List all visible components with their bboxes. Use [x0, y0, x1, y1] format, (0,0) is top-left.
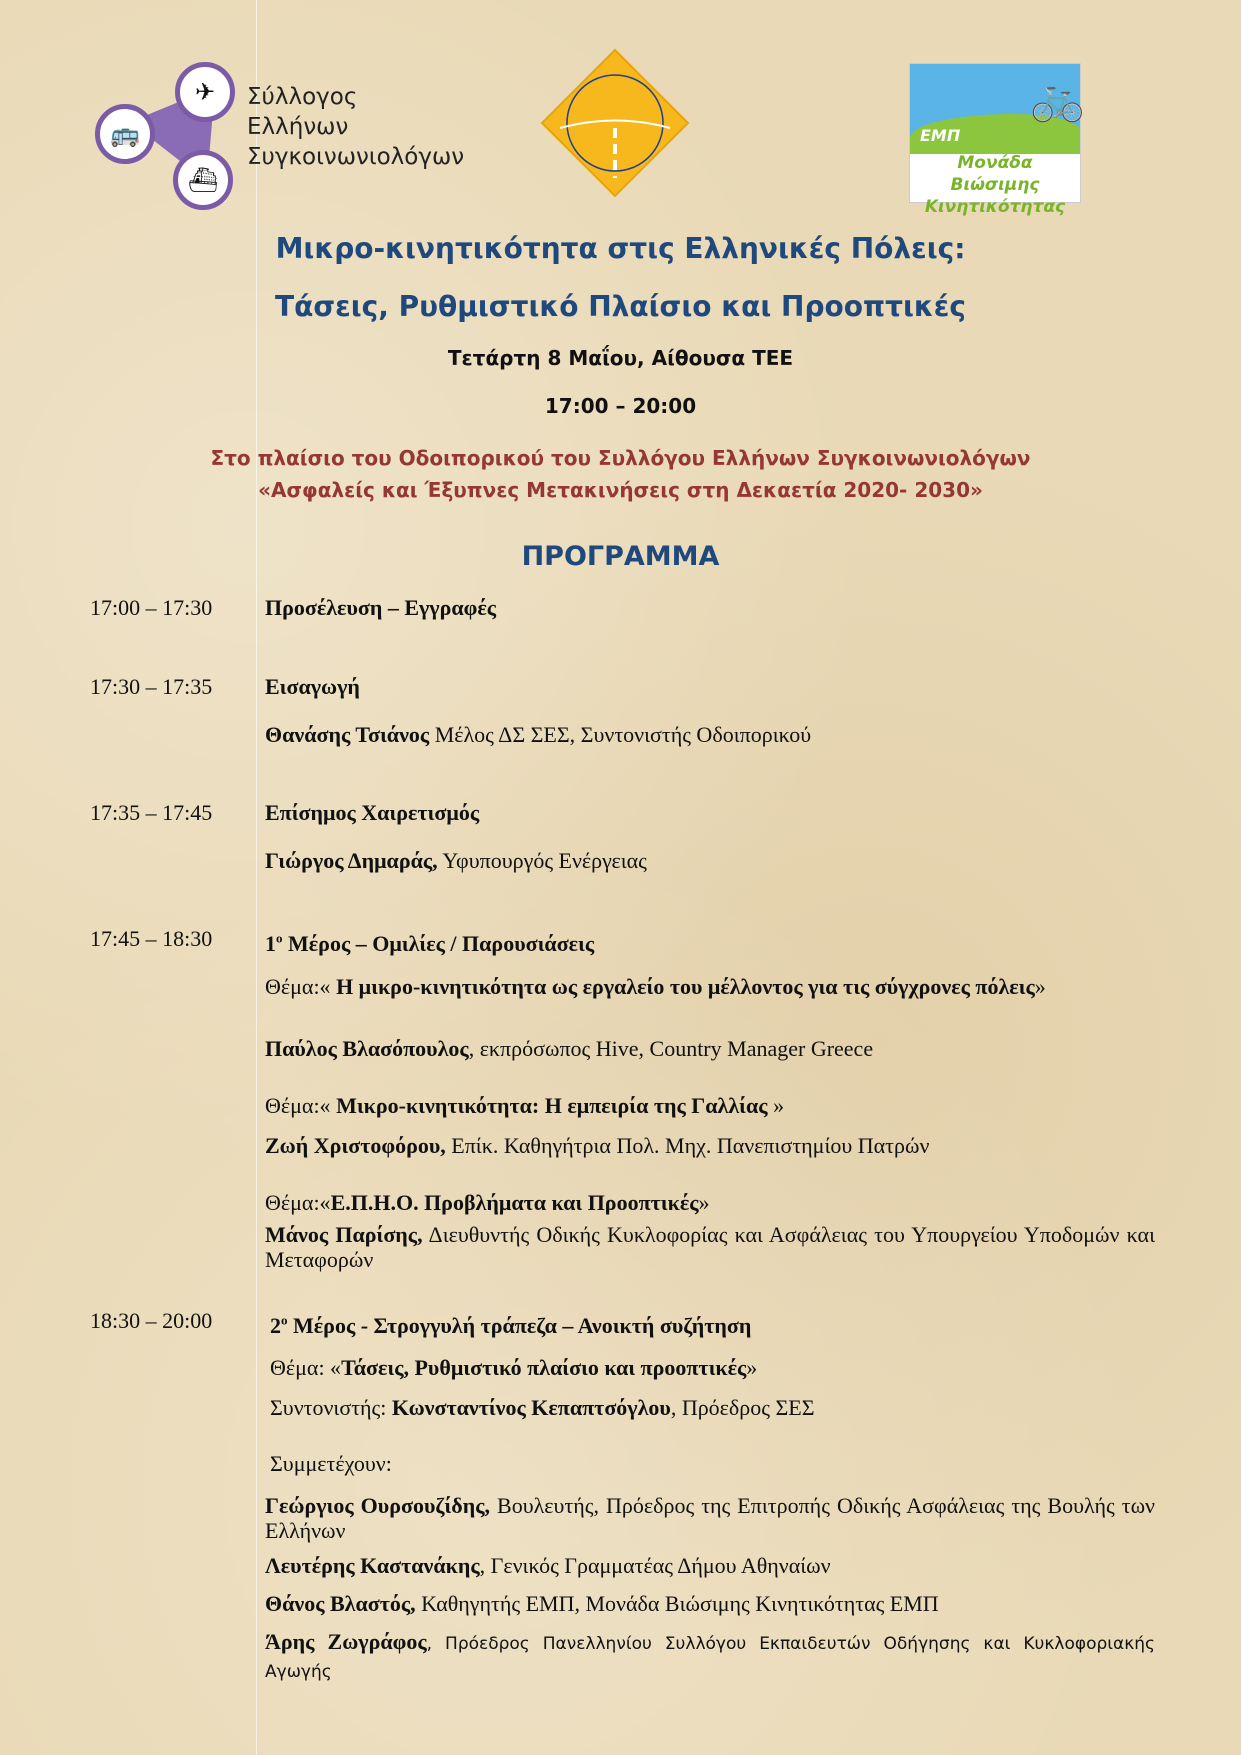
- slot-title: Επίσημος Χαιρετισμός: [265, 800, 480, 825]
- ses-logo: [95, 62, 475, 212]
- participants-label: Συμμετέχουν:: [270, 1451, 392, 1476]
- emp-abbr: ΕΜΠ: [920, 126, 961, 145]
- participant: Άρης Ζωγράφος, Πρόεδρος Πανελληνίου Συλλόγου Εκπαιδευτών Οδήγησης και Κυκλοφοριακής Αγωγής: [265, 1629, 1156, 1682]
- emp-logo-line2: Κινητικότητας: [924, 197, 1066, 217]
- slot-time: 17:00 – 17:30: [90, 595, 213, 620]
- talk-topic: Θέμα:«Ε.Π.Η.Ο. Προβλήματα και Προοπτικές»: [265, 1190, 710, 1215]
- slot-time: 17:30 – 17:35: [90, 674, 213, 699]
- slot-title: $1^o$ Μέρος – Ομιλίες / Παρουσιάσεις: [265, 931, 595, 957]
- title-line-2: Τάσεις, Ρυθμιστικό Πλαίσιο και Προοπτικές: [274, 290, 966, 323]
- ses-logo-text: Ελλήνων: [247, 114, 349, 140]
- talk-topic: Θέμα:« Η μικρο-κινητικότητα ως εργαλείο του μέλλοντος για τις σύγχρονες πόλεις»: [265, 974, 1046, 999]
- roundtable-moderator: Συντονιστής: Κωνσταντίνος Κεπαπτσόγλου, Πρόεδρος ΣΕΣ: [270, 1395, 815, 1420]
- participant: Θάνος Βλαστός, Καθηγητής ΕΜΠ, Μονάδα Βιώσιμης Κινητικότητας ΕΜΠ: [265, 1591, 939, 1616]
- slot-title: Εισαγωγή: [265, 674, 360, 699]
- participant: Λευτέρης Καστανάκης, Γενικός Γραμματέας Δήμου Αθηναίων: [265, 1553, 831, 1578]
- program-heading: ΠΡΟΓΡΑΜΜΑ: [521, 541, 720, 572]
- emp-logo: [909, 63, 1085, 217]
- talk-speaker: Ζωή Χριστοφόρου, Επίκ. Καθηγήτρια Πολ. Μηχ. Πανεπιστημίου Πατρών: [265, 1133, 930, 1158]
- emp-logo-line1: Μονάδα Βιώσιμης: [950, 153, 1040, 195]
- ses-logo-text: Σύλλογος: [247, 84, 358, 110]
- pseodka-logo: [540, 48, 690, 198]
- slot-speaker: Θανάσης Τσιάνος Μέλος ΔΣ ΣΕΣ, Συντονιστής Οδοιπορικού: [265, 722, 812, 747]
- context-line-2: «Ασφαλείς και Έξυπνες Μετακινήσεις στη Δεκαετία 2020- 2030»: [258, 478, 983, 502]
- talk-speaker: Μάνος Παρίσης, Διευθυντής Οδικής Κυκλοφορίας και Ασφάλειας του Υπουργείου Υποδομών και Μεταφορών: [265, 1222, 1155, 1272]
- event-time: 17:00 – 20:00: [544, 394, 697, 418]
- title-line-1: Μικρο-κινητικότητα στις Ελληνικές Πόλεις:: [275, 232, 966, 265]
- roundtable-topic: Θέμα: «Τάσεις, Ρυθμιστικό πλαίσιο και προοπτικές»: [270, 1355, 758, 1380]
- slot-time: 18:30 – 20:00: [90, 1308, 213, 1333]
- slot-time: 17:35 – 17:45: [90, 800, 213, 825]
- slot-speaker: Γιώργος Δημαράς, Υφυπουργός Ενέργειας: [265, 848, 647, 873]
- slot-time: 17:45 – 18:30: [90, 926, 213, 951]
- slot-title: $2^o$ Μέρος - Στρογγυλή τράπεζα – Ανοικτή συζήτηση: [270, 1313, 752, 1339]
- slot-title: Προσέλευση – Εγγραφές: [265, 595, 497, 620]
- talk-speaker: Παύλος Βλασόπουλος, εκπρόσωπος Hive, Country Manager Greece: [265, 1036, 874, 1061]
- participant: Γεώργιος Ουρσουζίδης, Βουλευτής, Πρόεδρος της Επιτροπής Οδικής Ασφάλειας της Βουλής των Ελλήνων: [265, 1493, 1155, 1543]
- context-line-1: Στο πλαίσιο του Οδοιπορικού του Συλλόγου Ελλήνων Συγκοινωνιολόγων: [210, 446, 1031, 470]
- ship-icon: ⛴: [173, 150, 233, 210]
- airplane-icon: ✈: [175, 62, 235, 122]
- event-date: Τετάρτη 8 Μαΐου, Αίθουσα ΤΕΕ: [447, 346, 794, 370]
- talk-topic: Θέμα:« Μικρο-κινητικότητα: Η εμπειρία της Γαλλίας »: [265, 1093, 785, 1118]
- ses-logo-text: Συγκοινωνιολόγων: [247, 144, 465, 170]
- bus-icon: 🚌: [95, 104, 155, 164]
- bicycle-icon: 🚲: [1030, 74, 1085, 123]
